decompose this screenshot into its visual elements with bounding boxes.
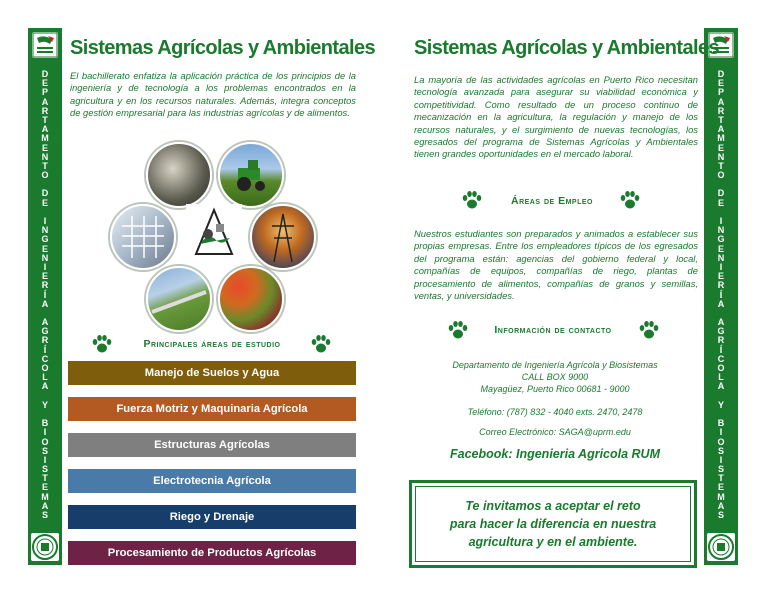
employment-heading xyxy=(486,193,618,209)
sidebar-letter: P xyxy=(717,87,724,98)
area-bar-label: Estructuras Agrícolas xyxy=(154,439,270,451)
contact-phone: Teléfono: (787) 832 - 4040 exts. 2470, 2478 xyxy=(467,407,643,417)
sidebar-letter: G xyxy=(41,326,49,337)
sidebar-letter: Í xyxy=(719,344,723,355)
sidebar-letter: T xyxy=(42,114,48,125)
sidebar-letter: I xyxy=(43,216,47,226)
areas-heading-label: Principales áreas de estudio xyxy=(143,338,281,350)
irrigation-photo xyxy=(146,266,212,332)
sidebar-letter: R xyxy=(41,105,49,116)
left-intro-paragraph: El bachillerato enfatiza la aplicación práctica de los principios de la ingeniería y de tecnología a los problemas encontrados en la agricultura y en los recursos naturales. Además, integra conceptos de gestión empresarial para las industrias agrícolas y de alimentos. xyxy=(70,70,356,119)
sidebar-letter: R xyxy=(41,335,49,346)
paw-icon xyxy=(638,319,660,346)
sidebar-letter: Í xyxy=(43,289,47,300)
paw-icon xyxy=(91,333,113,360)
sidebar-letter: T xyxy=(42,160,48,171)
sidebar-letter: S xyxy=(41,464,48,475)
sidebar-letter: Í xyxy=(43,344,47,355)
area-bar-processing xyxy=(68,541,356,565)
facebook-link[interactable]: Facebook: Ingenieria Agricola RUM xyxy=(450,447,660,461)
sidebar-letter: D xyxy=(717,69,725,79)
sidebar-letter: T xyxy=(42,473,48,484)
invitation-callout xyxy=(409,480,697,568)
employment-paragraph: Nuestros estudiantes son preparados y animados a establecer sus propias empresas. Entre los empleadores típicos de los egresados del programa están: agencias del gobierno federal y local, compañías de equipos, compañías de riego, plantas de procesamiento de alimentos, compañías de granos y semillas, ventas, y universidades. xyxy=(414,228,698,302)
contact-heading xyxy=(470,322,636,338)
paw-icon xyxy=(310,333,332,360)
sidebar-letter: E xyxy=(717,197,724,208)
sidebar-letter: A xyxy=(717,124,725,135)
sidebar-letter: A xyxy=(717,317,725,328)
area-bar-label: Fuerza Motriz y Maquinaria Agrícola xyxy=(116,403,308,415)
callout-line: agricultura y en el ambiente. xyxy=(468,535,638,549)
sidebar-letter: C xyxy=(41,353,49,364)
power-tower-photo xyxy=(250,204,316,270)
contact-email[interactable]: Correo Electrónico: SAGA@uprm.edu xyxy=(479,427,631,437)
sidebar-letter: I xyxy=(43,454,47,465)
right-page-title: Sistemas Agrícolas y Ambientales xyxy=(414,37,720,59)
sidebar-letter: D xyxy=(41,188,49,199)
callout-line: Te invitamos a aceptar el reto xyxy=(465,499,641,513)
sidebar-letter: R xyxy=(717,280,725,291)
sidebar-letter: N xyxy=(717,151,725,162)
sidebar-letter: O xyxy=(41,436,49,447)
contact-heading-label: Información de contacto xyxy=(494,324,612,336)
sidebar-letter: S xyxy=(717,464,724,475)
employment-heading-label: Áreas de Empleo xyxy=(511,195,593,207)
sidebar-letter: D xyxy=(41,69,49,79)
sidebar-letter: A xyxy=(41,500,49,511)
area-bar-label: Electrotecnia Agrícola xyxy=(153,475,271,487)
sidebar-letter: A xyxy=(717,381,725,392)
paw-icon xyxy=(447,319,469,346)
sidebar-letter: T xyxy=(718,473,724,484)
sidebar-letter: E xyxy=(41,197,48,208)
sidebar-letter: Í xyxy=(719,289,723,300)
sidebar-letter: Y xyxy=(717,399,724,410)
sidebar-letter: E xyxy=(717,142,724,153)
soil-photo xyxy=(146,142,212,208)
sidebar-letter: O xyxy=(717,170,725,181)
sidebar-letter: M xyxy=(717,491,725,502)
sidebar-letter: M xyxy=(717,133,725,144)
sidebar-letter: I xyxy=(719,454,723,465)
sidebar-letter: A xyxy=(41,317,49,328)
paw-icon xyxy=(461,189,483,216)
sidebar-letter: E xyxy=(717,78,724,89)
sidebar-letter: L xyxy=(718,372,724,383)
callout-line: para hacer la diferencia en nuestra xyxy=(449,517,657,531)
sidebar-letter: E xyxy=(717,482,724,493)
sidebar-letter: N xyxy=(41,252,49,263)
areas-heading xyxy=(114,336,310,352)
sidebar-letter: I xyxy=(719,216,723,226)
vertical-department-name xyxy=(28,70,62,520)
sidebar-letter: A xyxy=(41,298,49,309)
sidebar-letter: E xyxy=(717,271,724,282)
sidebar-letter: E xyxy=(41,271,48,282)
sidebar-letter: A xyxy=(41,381,49,392)
sidebar-letter: B xyxy=(717,418,725,429)
area-bar-label: Manejo de Suelos y Agua xyxy=(144,367,280,379)
sidebar-letter: E xyxy=(41,142,48,153)
area-bar-structures xyxy=(68,433,356,457)
sidebar-letter: R xyxy=(717,335,725,346)
university-seal-icon xyxy=(707,533,735,561)
sidebar-letter: T xyxy=(718,160,724,171)
area-bar-machinery xyxy=(68,397,356,421)
sidebar-letter: P xyxy=(41,87,48,98)
sidebar-letter: N xyxy=(717,252,725,263)
sidebar-letter: S xyxy=(717,445,724,456)
sidebar-letter: B xyxy=(41,418,49,429)
sidebar-letter: I xyxy=(719,427,723,438)
sidebar-letter: O xyxy=(717,436,725,447)
sidebar-letter: C xyxy=(717,353,725,364)
sidebar-letter: R xyxy=(41,280,49,291)
sidebar-letter: N xyxy=(41,151,49,162)
university-seal-icon xyxy=(31,533,59,561)
sidebar-letter: M xyxy=(41,491,49,502)
sidebar-letter: A xyxy=(717,298,725,309)
right-intro-paragraph: La mayoría de las actividades agrícolas en Puerto Rico necesitan tecnología avanzada para asegurar su viabilidad económica y competitividad. Como resultado de un proceso continuo de mecanización en la agricultura, la regulación y manejo de los recursos naturales, y el surgimiento de nuevas tecnologías, los egresados del programa de Sistemas Agrícolas y Ambientales tienen grandes oportunidades en el mercado laboral. xyxy=(414,74,698,160)
sidebar-letter: N xyxy=(717,225,725,236)
sidebar-letter: O xyxy=(717,363,725,373)
department-emblem xyxy=(186,204,242,262)
sidebar-letter: E xyxy=(41,482,48,493)
sidebar-letter: A xyxy=(717,96,725,107)
area-bar-irrigation xyxy=(68,505,356,529)
sidebar-letter: A xyxy=(41,96,49,107)
right-sidebar xyxy=(704,28,738,565)
sidebar-letter: I xyxy=(43,261,47,272)
sidebar-letter: E xyxy=(717,243,724,254)
contact-address xyxy=(412,359,698,395)
sidebar-letter: D xyxy=(717,188,725,199)
contact-line: Departamento de Ingeniería Agrícola y Biosistemas xyxy=(452,360,658,370)
area-bar-soils-water xyxy=(68,361,356,385)
sidebar-letter: T xyxy=(718,114,724,125)
sidebar-letter: R xyxy=(717,105,725,116)
tractor-photo xyxy=(218,142,284,208)
sidebar-letter: O xyxy=(41,170,49,181)
invitation-callout-inner xyxy=(415,486,691,562)
paw-icon xyxy=(619,189,641,216)
department-logo-icon xyxy=(32,32,58,58)
sidebar-letter: G xyxy=(717,234,725,245)
sidebar-letter: N xyxy=(41,225,49,236)
sidebar-letter: I xyxy=(43,427,47,438)
sidebar-letter: Y xyxy=(41,399,48,410)
sidebar-letter: S xyxy=(41,510,48,520)
sidebar-letter: I xyxy=(719,261,723,272)
contact-line: Mayagüez, Puerto Rico 00681 - 9000 xyxy=(480,384,630,394)
sidebar-letter: G xyxy=(41,234,49,245)
sidebar-letter: L xyxy=(42,372,48,383)
sidebar-letter: M xyxy=(41,133,49,144)
sidebar-letter: S xyxy=(41,445,48,456)
sidebar-letter: A xyxy=(41,124,49,135)
area-bar-label: Procesamiento de Productos Agrícolas xyxy=(107,547,317,559)
area-bar-label: Riego y Drenaje xyxy=(169,511,255,523)
vertical-department-name xyxy=(704,70,738,520)
sidebar-letter: S xyxy=(717,510,724,520)
sidebar-letter: G xyxy=(717,326,725,337)
produce-photo xyxy=(218,266,284,332)
left-sidebar xyxy=(28,28,62,565)
sidebar-letter: O xyxy=(41,363,49,373)
sidebar-letter: A xyxy=(717,500,725,511)
area-bar-electrotechnics xyxy=(68,469,356,493)
contact-line: CALL BOX 9000 xyxy=(521,372,589,382)
sidebar-letter: E xyxy=(41,243,48,254)
greenhouse-photo xyxy=(110,204,176,270)
sidebar-letter: E xyxy=(41,78,48,89)
left-page-title: Sistemas Agrícolas y Ambientales xyxy=(70,37,376,59)
